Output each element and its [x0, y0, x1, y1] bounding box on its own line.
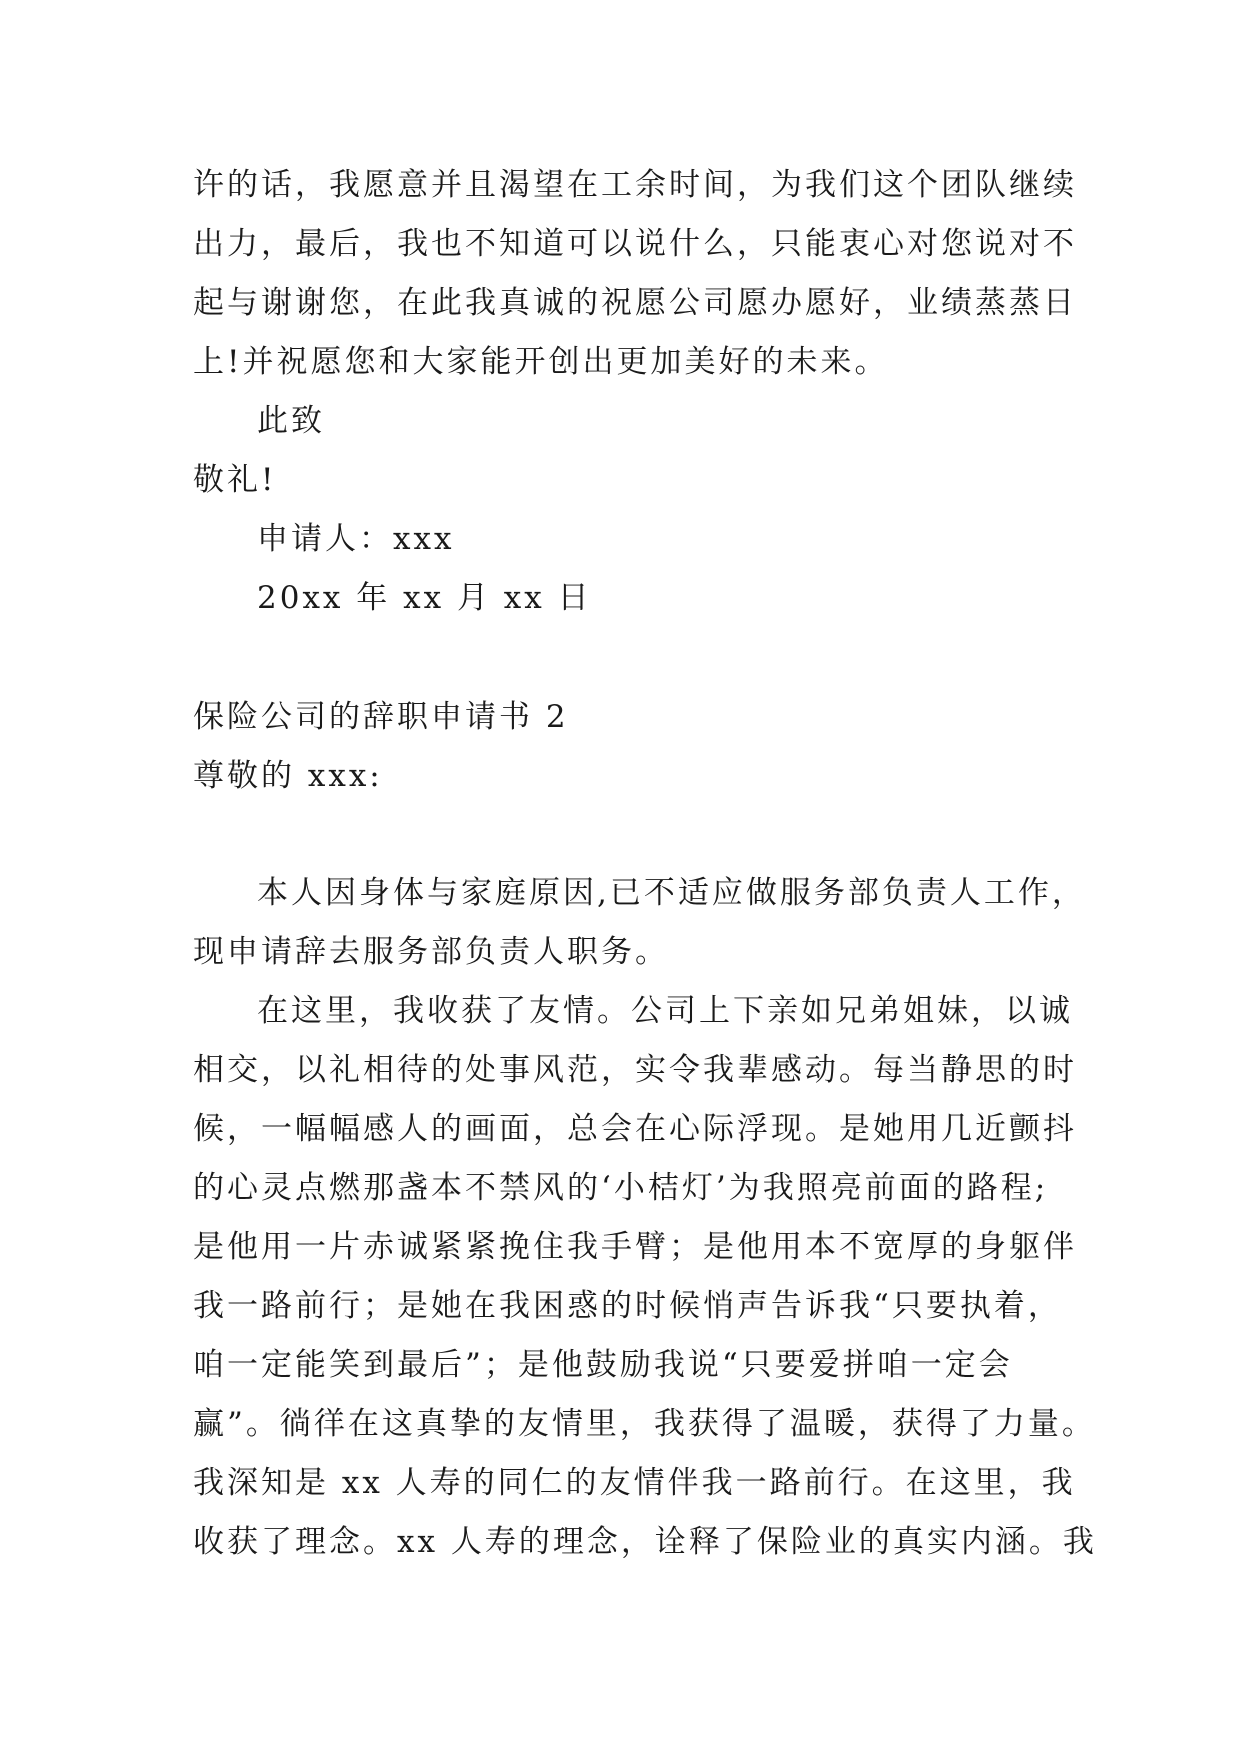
text-line: 是他用一片赤诚紧紧挽住我手臂；是他用本不宽厚的身躯伴: [193, 1229, 1077, 1265]
text-line: 出力，最后，我也不知道可以说什么，只能衷心对您说对不: [193, 226, 1077, 262]
text-line: 现申请辞去服务部负责人职务。: [193, 934, 669, 970]
text-line: 我一路前行；是她在我困惑的时候悄声告诉我“只要执着，: [193, 1288, 1062, 1324]
text-line: 的心灵点燃那盏本不禁风的‘小桔灯’为我照亮前面的路程;: [193, 1170, 1049, 1206]
text-line: 赢”。徜徉在这真挚的友情里，我获得了温暖，获得了力量。: [193, 1406, 1096, 1442]
text-line: 起与谢谢您，在此我真诚的祝愿公司愿办愿好，业绩蒸蒸日: [193, 285, 1077, 321]
signature-date: 20xx 年 xx 月 xx 日: [257, 580, 592, 616]
text-line: 许的话，我愿意并且渴望在工余时间，为我们这个团队继续: [193, 167, 1077, 203]
text-line: 我深知是 xx 人寿的同仁的友情伴我一路前行。在这里，我: [193, 1465, 1076, 1501]
letter-greeting: 尊敬的 xxx:: [193, 758, 383, 794]
text-line: 在这里，我收获了友情。公司上下亲如兄弟姐妹，以诚: [257, 993, 1073, 1029]
section-title: 保险公司的辞职申请书 2: [193, 699, 569, 735]
text-line: 咱一定能笑到最后”；是他鼓励我说“只要爱拼咱一定会: [193, 1347, 1013, 1383]
text-line: 上!并祝愿您和大家能开创出更加美好的未来。: [193, 344, 889, 380]
text-line: 相交，以礼相待的处事风范，实令我辈感动。每当静思的时: [193, 1052, 1077, 1088]
closing-salutation: 此致: [257, 403, 325, 439]
closing-regards: 敬礼!: [193, 462, 277, 498]
text-line: 候，一幅幅感人的画面，总会在心际浮现。是她用几近颤抖: [193, 1111, 1077, 1147]
text-line: 收获了理念。xx 人寿的理念，诠释了保险业的真实内涵。我: [193, 1524, 1097, 1560]
applicant-signature: 申请人：xxx: [257, 521, 455, 557]
text-line: 本人因身体与家庭原因,已不适应做服务部负责人工作，: [257, 875, 1086, 911]
